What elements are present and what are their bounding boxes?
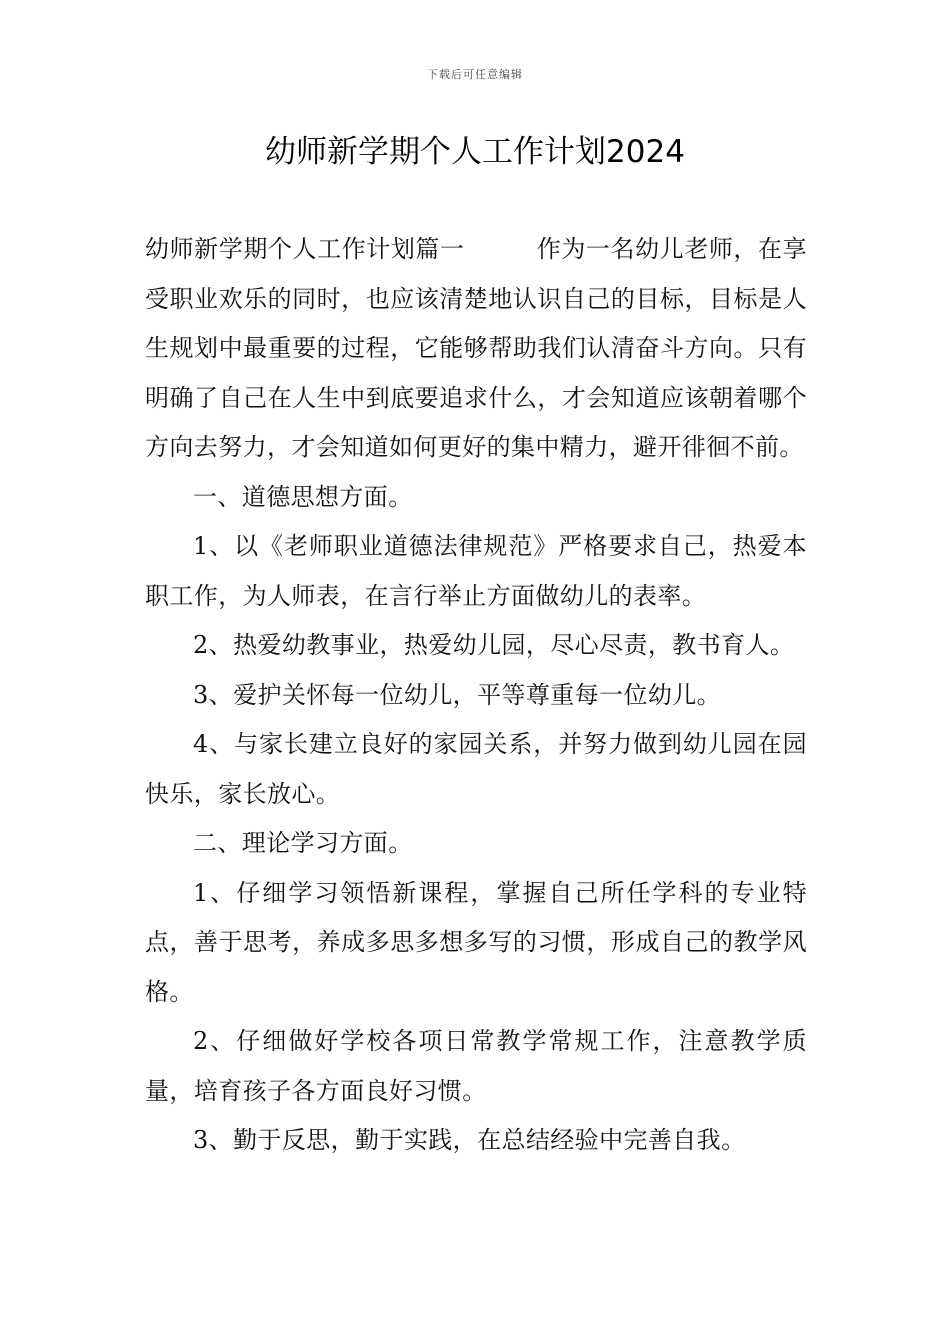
intro-paragraph: [145, 225, 807, 473]
list-item: 2、热爱幼教事业，热爱幼儿园，尽心尽责，教书育人。: [193, 631, 795, 659]
list-item: 3、爱护关怀每一位幼儿，平等尊重每一位幼儿。: [193, 680, 722, 709]
list-item: 3、勤于反思，勤于实践，在总结经验中完善自我。: [193, 1126, 746, 1154]
list-item: 1、以《老师职业道德法律规范》严格要求自己，热爱本职工作，为人师表，在言行举止方面做幼儿的表率。: [145, 532, 807, 610]
intro-text: 作为一名幼儿老师，在享受职业欢乐的同时，也应该清楚地认识自己的目标，目标是人生规划中最重要的过程，它能够帮助我们认清奋斗方向。只有明确了自己在人生中到底要追求什么，才会知道应该朝着哪个方向去努力，才会知道如何更好的集中精力，避开徘徊不前。: [145, 235, 807, 461]
list-item: 2、仔细做好学校各项日常教学常规工作，注意教学质量，培育孩子各方面良好习惯。: [145, 1027, 807, 1105]
section-heading-moral: 一、道德思想方面。: [193, 482, 413, 511]
document-body: [145, 225, 807, 1166]
document-title: 幼师新学期个人工作计划2024: [265, 134, 685, 170]
list-item: 1、仔细学习领悟新课程，掌握自己所任学科的专业特点，善于思考，养成多思多想多写的习惯，形成自己的教学风格。: [145, 878, 807, 1006]
list-item: 4、与家长建立良好的家园关系，并努力做到幼儿园在园快乐，家长放心。: [145, 730, 807, 808]
header-note: 下载后可任意编辑: [427, 68, 523, 81]
section-heading-theory: 二、理论学习方面。: [193, 829, 413, 857]
intro-lead: 幼师新学期个人工作计划篇一: [145, 235, 465, 263]
